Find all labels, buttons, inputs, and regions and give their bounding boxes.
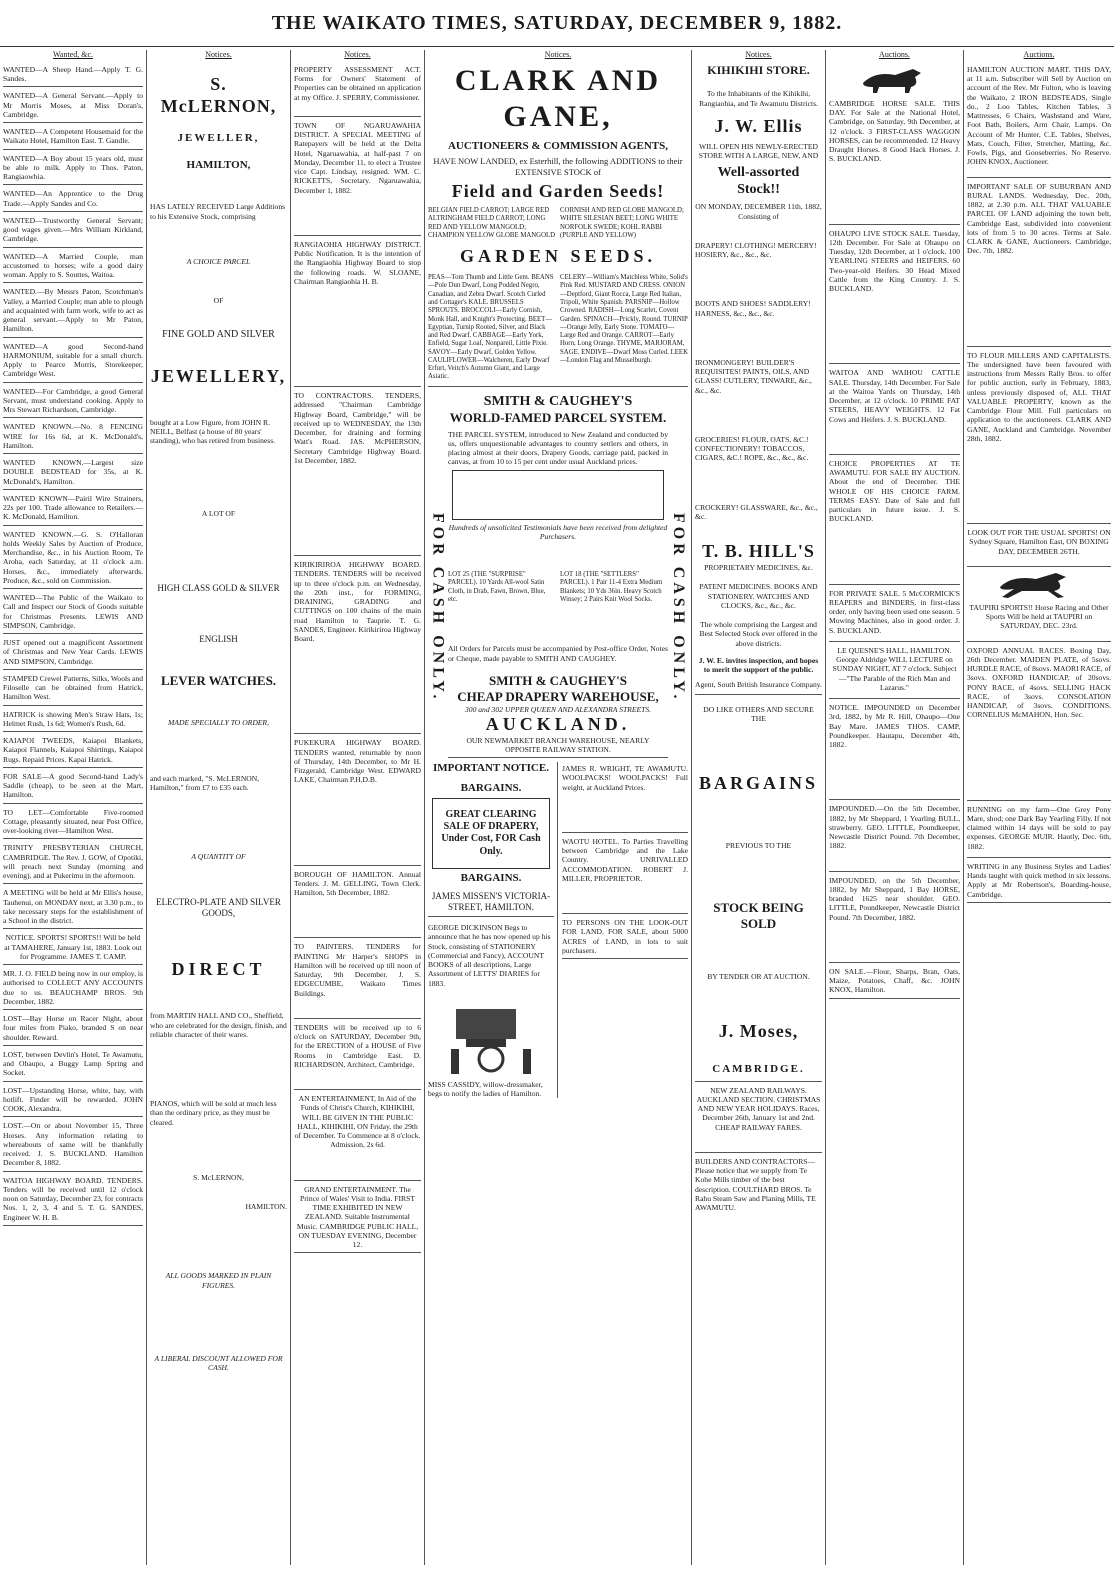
notice: TENDERS will be received up to 6 o'clock on SATURDAY, December 9th, for the ERECTION of a HOUSE of Five Rooms in Cambridge East. D. RICHARDSON, Architect, Cambridge.: [294, 1021, 421, 1090]
auction-notice: LE QUESNE'S HALL, HAMILTON. George Aldridge WILL LECTURE on SUNDAY NIGHT, AT 7 o'clock. Subject—"The Parable of the Rich Man and Lazarus.": [829, 644, 960, 699]
column-heading: Wanted, &c.: [52, 50, 93, 59]
classified-ad: TRINITY PRESBYTERIAN CHURCH, CAMBRIDGE. The Rev. J. GOW, of Opotiki, will preach next Sunday (morning and evening), and at Pukerimu in the afternoon.: [3, 841, 143, 884]
notice: TO PAINTERS. TENDERS for PAINTING Mr Harper's SHOPS in Hamilton will be received up till noon of Saturday, 9th December. J. S. EDGECUMBE, Waikato Times Buildings.: [294, 940, 421, 1019]
classified-ad: LOST—Upstanding Horse, white, bay, with hotlift. Finder will be rewarded. JOHN COOK, Alexandra.: [3, 1084, 143, 1118]
stock-item: CROCKERY! GLASSWARE, &c., &c., &c.: [695, 502, 818, 521]
ad-text: HAVE NOW LANDED, ex Esterhill, the following ADDITIONS to their EXTENSIVE STOCK of: [433, 156, 683, 177]
notice: PUKEKURA HIGHWAY BOARD. TENDERS wanted, returnable by noon of Thursday, 14th December, to Mr H. Fitzgerald, Cambridge West. EDWARD LAKE, Chairman P.H.D.B.: [294, 736, 421, 865]
column-auctions: [826, 50, 963, 1565]
seed-list-right: CORNISH AND RED GLOBE MANGOLD; WHITE SILESIAN BEET; LONG WHITE NORFOLK SWEDE; KOHL RABBI (PURPLE AND YELLOW): [560, 207, 684, 239]
ad-headline: SMITH & CAUGHEY'S: [489, 672, 627, 688]
column-heading: Auctions.: [1023, 50, 1055, 59]
ad-text: ON MONDAY, DECEMBER 11th, 1882, Consisting of: [695, 202, 822, 221]
column-kihikihi-store: [692, 50, 825, 1565]
ad-text: FINE GOLD AND SILVER: [162, 329, 275, 341]
ad-text: A LOT OF: [201, 509, 236, 519]
vertical-text: FOR CASH ONLY.: [670, 512, 687, 703]
ad-text: ALL GOODS MARKED IN PLAIN FIGURES.: [165, 1271, 272, 1290]
classified-ad: WANTED—A Boy about 15 years old, must be able to milk. Apply to Thos. Paton, Rangiaowhia.: [3, 152, 143, 186]
notice: WRITING in any Business Styles and Ladies' Hands taught with quick method in six lessons. Apply at Mr Robertson's, Boarding-house, Cambridge.: [967, 860, 1111, 903]
ad-headline: JEWELLERY,: [150, 365, 287, 386]
ad-text: DO LIKE OTHERS AND SECURE THE: [703, 704, 814, 723]
auction-notice: IMPOUNDED.—On the 5th December, 1882, by Mr Sheppard, 1 Yearling BULL, strawberry. GEO. LITTLE, Poundkeeper, Newcastle District Pound. 7th December, 1882.: [829, 802, 960, 871]
firm-name: CLARK AND GANE,: [454, 63, 662, 134]
classified-ad: HATRICK is showing Men's Straw Hats, 1s; Helmet Rush, 1s 6d; Women's Rush, 6d.: [3, 708, 143, 733]
auction-notice: IMPOUNDED, on the 5th December, 1882, by Mr Sheppard, 1 Bay HORSE, branded 1625 near shoulder. GEO. LITTLE, Poundkeeper, Newcastle District Pound. 7th December, 1882.: [829, 874, 960, 963]
classified-ad: STAMPED Crewel Patterns, Silks, Wools and Filoselle can be obtained from Hatrick, Hamilton West.: [3, 672, 143, 706]
ad-text: A CHOICE PARCEL: [186, 256, 251, 266]
ad-headline: IMPORTANT NOTICE.: [433, 762, 549, 775]
ad-text: Hundreds of unsolicited Testimonials have been received from delighted Purchasers.: [448, 522, 668, 541]
ad-text: HAMILTON.: [245, 1202, 287, 1212]
ad-headline: CHEAP DRAPERY WAREHOUSE,: [457, 688, 659, 704]
ad-text: A QUANTITY OF: [191, 852, 246, 862]
classified-ad: NOTICE. SPORTS! SPORTS!! Will be held at TAMAHERE, January 1st, 1883. Look out for Programme. JAMES T. CAMP.: [3, 931, 143, 965]
ad-headline: Field and Garden Seeds!: [451, 181, 665, 202]
ad-text: All Orders for Parcels must be accompanied by Post-office Order, Notes or Cheque, made payable to SMITH AND CAUGHEY.: [448, 644, 668, 663]
stock-item: BOOTS AND SHOES! SADDLERY! HARNESS, &c., &c., &c.: [695, 299, 811, 318]
ad-text: 300 and 302 UPPER QUEEN AND ALEXANDRA STREETS.: [464, 704, 652, 714]
advertiser-name: T. B. HILL'S: [702, 541, 815, 562]
sewing-machine-illustration: [436, 994, 546, 1074]
clearing-box: GREAT CLEARING SALE OF DRAPERY, Under Cost, FOR Cash Only.: [432, 798, 550, 869]
lot-left: LOT 25 (THE "SURPRISE" PARCEL). 10 Yards All-wool Satin Cloth, in Drab, Fawn, Brown, Blue, etc.: [448, 571, 546, 604]
classified-ad: FOR SALE—A good Second-hand Lady's Saddle (cheap), to be seen at the Mart, Hamilton.: [3, 770, 143, 804]
trade-title: JEWELLER,: [177, 131, 260, 144]
column-notices: [291, 50, 424, 1565]
notice: TO PERSONS ON THE LOOK-OUT FOR LAND. FOR SALE, about 5000 ACRES of LAND, in lots to suit purchasers.: [562, 916, 688, 959]
ad-text: Agent, South British Insurance Company.: [695, 680, 822, 694]
store-name: KIHIKIHI STORE.: [707, 62, 810, 77]
notice: TOWN OF NGARUAWAHIA DISTRICT. A SPECIAL MEETING of Ratepayers will be held at the Delta Hotel, Ngaruawahia, at half-past 7 on Monday, December 11, to elect a Trustee vice Capt. Lindsay, resigned. WM. C. RICKETTS, Secretary. Ngaruawahia, December 1, 1882.: [294, 119, 421, 236]
classified-ad: WANTED—The Public of the Waikato to Call and Inspect our Stock of Goods suitable for Christmas Presents. LEWIS AND SIMPSON, Cambridge.: [3, 591, 143, 634]
notice: WAOTU HOTEL. To Parties Travelling between Cambridge and the Lake Country. UNRIVALLED ACCOMMODATION. ROBERT J. MILLER, PROPRIETOR.: [562, 835, 688, 914]
classified-ad: WANTED—A Competent Housemaid for the Waikato Hotel, Hamilton East. T. Gandle.: [3, 125, 143, 150]
notice: KIRIKIRIROA HIGHWAY BOARD. TENDERS. TENDERS will be received up to three o'clock p.m. on Wednesday, the 20th inst., for FORMING, DRAINING, GRADING and CUTTINGS on 100 chains of the main road Hamilton to Tauprie. T. G. SANDES, Engineer. Kirikiriroa Highway Board.: [294, 558, 421, 734]
ad-text: THE PARCEL SYSTEM, introduced to New Zealand and conducted by us, offers unquestionable advantages to country settlers and others, in placing almost at their doors, Drapery Goods, carriage paid, packed in canvas, at from 10 to 15 per cent under usual Auckland prices.: [448, 429, 668, 467]
column-heading: Notices.: [205, 50, 232, 59]
classified-ad: JUST opened out a magnificent Assortment of Christmas and New Year Cards. LEWIS AND SIMPSON, Cambridge.: [3, 636, 143, 670]
auction-notice: TO FLOUR MILLERS AND CAPITALISTS. The undersigned have been favoured with instructions from Messrs Rally Bros. to offer for public auction, early in February, 1883, unless previously disposed of, ALL THAT VALUABLE PROPERTY, known as the Cambridge Flour Mill. Full particulars on application to the auctioneers. CLARK AND GANE, Auckland and Cambridge. November 28th, 1882.: [967, 349, 1111, 525]
seed-list-left: PEAS—Tom Thumb and Little Gem. BEANS—Pole Dun Dwarf, Long Podded Negro, Canadian, and Zebra Dwarf. Scotch Curled and Cottager's KALE. BRUSSELS SPROUTS. BROCCOLI—Early Cornish, Monk Hall, and Knight's Protecting. BEET—Egyptian, Turnip Rooted, Silver, and Black and Red Dwarf. CABBAGE—Early York, Enfield, Sugar Loaf, Nonpareil, Little Pixie. SAVOY—Early Dwarf, Golden Yellow. CAULIFLOWER—Walcheren, Early Dwarf Erfurt, Veitch's Autumn Giant, and Large Asiatic.: [428, 274, 554, 381]
classified-ad: TO LET—Comfortable Five-roomed Cottage, pleasantly situated, near Post Office, over-looking river—Hamilton West.: [3, 806, 143, 840]
ad-text: S. McLERNON,: [193, 1172, 244, 1182]
notice: RANGIAOHIA HIGHWAY DISTRICT. Public Notification. It is the intention of the Rangiaohia Highway Board to stop the following roads. W. SLOANE, Chairman Rangiaohia H. B.: [294, 238, 421, 387]
classified-ad: LOST.—On or about November 15, Three Horses. Any information relating to whereabouts of same will be thankfully received. J. S. BUCKLAND. Hamilton December 8, 1882.: [3, 1119, 143, 1171]
auction-notice: WAITOA AND WAIHOU CATTLE SALE. Thursday, 14th December. For Sale at the Waitoa Yards on Thursday, 14th December, at 12 o'clock. 10 PRIME FAT STEERS, HEAVY WEIGHTS. 12 Fat Cows and Heifers. J. S. BUCKLAND.: [829, 366, 960, 455]
notice: PROPERTY ASSESSMENT ACT. Forms for Owners' Statement of Properties can be obtained on application at my Office. J. SPERRY, Commissioner.: [294, 63, 421, 117]
ad-text: A LIBERAL DISCOUNT ALLOWED FOR CASH.: [154, 1353, 283, 1373]
ad-text: GEORGE DICKINSON Begs to announce that he has now opened up his Stock, consisting of STATIONERY (Commercial and Fancy), ACCOUNT BOOKS of all descriptions, Large Assortment of LETTS' DIARIES for 1883.: [428, 923, 551, 988]
ad-headline: SMITH & CAUGHEY'S: [483, 393, 633, 409]
column-heading: Notices.: [745, 50, 772, 59]
ad-text: HIGH CLASS GOLD & SILVER: [157, 582, 280, 593]
auction-notice: IMPORTANT SALE OF SUBURBAN AND RURAL LANDS. Wednesday, Dec. 20th, 1882, at 2.30 p.m. ALL THAT VALUABLE PARCEL OF LAND adjoining the town belt, Cambridge East, subdivided into convenient lots of from 5 to 30 acres. Terms at Sale. CLARK & GANE, Auctioneers. Cambridge, Dec. 7th, 1882.: [967, 180, 1111, 347]
sports-notice: TAUPIRI SPORTS!! Horse Racing and Other Sports Will be held at TAUPIRI on SATURDAY, DEC. 23rd.: [967, 601, 1111, 642]
lower-left: [428, 762, 558, 1098]
seed-list-left: BELGIAN FIELD CARROT; LARGE RED ALTRINGHAM FIELD CARROT; LONG RED AND YELLOW MANGOLD; CHAMPION YELLOW GLOBE MANGOLD: [428, 207, 556, 239]
ad-headline: BARGAINS: [698, 773, 819, 794]
classified-ad: WANTED—A Sheep Hand.—Apply T. G. Sandes.: [3, 63, 143, 88]
classified-ad: LOST—Bay Horse on Racer Night, about four miles from Piako, branded S on near shoulder. Reward.: [3, 1012, 143, 1046]
stock-list: [695, 241, 822, 521]
ad-text: PREVIOUS TO THE: [725, 841, 792, 851]
stock-item: IRONMONGERY! BUILDER'S REQUISITES! PAINTS, OILS, AND GLASS! CUTLERY, TINWARE, &c., &c., &c.: [695, 357, 812, 395]
classified-ad: WANTED—A Married Couple, man accustomed to horses; wife a good dairy woman. Apply to S. Souttes, Waitoa.: [3, 250, 143, 284]
notice: BUILDERS AND CONTRACTORS—Please notice that we supply from Te Kohe Mills timber of the best description. COULTHARD BROS. Te Rahu Steam Saw and Planing Mills, TE AWAMUTU.: [695, 1156, 816, 1213]
ad-headline: Well-assorted Stock!!: [717, 165, 800, 198]
classified-ad: WANTED—Trustworthy General Servant; good wages given.—Mrs William Kirkland, Cambridge.: [3, 214, 143, 248]
stock-item: DRAPERY! CLOTHING! MERCERY! HOSIERY, &c., &c., &c.: [695, 240, 817, 260]
classified-ad: WANTED—For Cambridge, a good General Servant, must understand cooking. Apply to Mrs Stewart Richardson, Cambridge.: [3, 385, 143, 419]
auction-notice: CHOICE PROPERTIES AT TE AWAMUTU. FOR SALE BY AUCTION. About the end of December. THE WHOLE OF HIS CHOICE FARM. TERMS EASY. Date of Sale and full particulars in future issue. J. S. BUCKLAND.: [829, 457, 960, 585]
seed-list: [428, 207, 688, 240]
ad-text: PROPRIETARY MEDICINES, &c.: [704, 563, 813, 573]
ad-text: bought at a Low Figure, from JOHN R. NEILL, Belfast (a house of 80 years' standing), who has retired from business.: [150, 417, 276, 446]
ad-headline: STOCK BEING SOLD: [713, 900, 804, 932]
ad-text: HAS LATELY RECEIVED Large Additions to his Extensive Stock, comprising: [150, 202, 286, 221]
ad-text: and each marked, "S. McLERNON, Hamilton," from £7 to £35 each.: [150, 773, 260, 792]
column-heading: Notices.: [344, 50, 371, 59]
ad-headline: LEVER WATCHES.: [160, 672, 277, 688]
lower-right: [562, 762, 688, 1098]
ad-text: J. W. E. invites inspection, and hopes to merit the support of the public.: [698, 655, 819, 675]
classified-ad: A MEETING will be held at Mr Ellis's house, Tauhenui, on MONDAY next, at 3.30 p.m., to take necessary steps for the establishment of a School in the district.: [3, 886, 143, 929]
race-programme: OXFORD ANNUAL RACES. Boxing Day, 26th December. MAIDEN PLATE, of 5sovs. HURDLE RACE, of 8sovs. MAORI RACE, of 3sovs. OXFORD HANDICAP, of 20sovs. PONY RACE, of 4sovs. SELLING HACK RACE, of 3sovs. CONSOLATION HANDICAP, of 3sovs. CONDITIONS. CORNELIUS McMAHON, Hon. Sec.: [967, 644, 1111, 801]
classified-ad: WANTED KNOWN.—No. 8 FENCING WIRE for 16s 6d, at K. McDonald's, Hamilton.: [3, 420, 143, 454]
parcel-box: [452, 470, 664, 520]
auction-notice: NOTICE. IMPOUNDED on December 3rd, 1882, by Mr R. Hill, Ohaupo—One Bay Mare. JAMES THOS. CAMP, Poundkeeper. Hautapu, December 4th, 1882.: [829, 701, 960, 800]
vertical-text: FOR CASH ONLY.: [429, 512, 447, 703]
ad-text: PATENT MEDICINES. BOOKS AND STATIONERY. WATCHES AND CLOCKS, &c., &c., &c.: [699, 582, 818, 610]
notice: RUNNING on my farm—One Grey Pony Mare, shod; one Dark Bay Yearling Filly. If not claimed within 14 days will be sold to pay expenses. GEORGE MUIR. Hautly, Dec. 6th, 1882.: [967, 803, 1111, 858]
notice: GRAND ENTERTAINMENT. The Prince of Wales' Visit to India. FIRST TIME EXHIBITED IN NEW ZEALAND. Suitable Instrumental Music. CAMBRIDGE PUBLIC HALL, ON TUESDAY EVENING, December 12.: [294, 1183, 421, 1254]
ad-text: The whole comprising the Largest and Best Selected Stock ever offered in the above districts.: [699, 620, 818, 648]
notice: AN ENTERTAINMENT, In Aid of the Funds of Christ's Church, KIHIKIHI, WILL BE GIVEN IN THE PUBLIC HALL, KIHIKIHI, ON Friday, the 29th of December. To Commence at 8 o'clock. Admission, 2s 6d.: [294, 1092, 421, 1181]
classified-ad: WANTED KNOWN.—G. S. O'Halloran holds Weekly Sales by Auction of Produce, Merchandise, &c., in his Auction Room, Te Aroha, each Saturday, at 11 o'clock a.m. Horses, &c., immediately afterwards. Produce, &c., sold on Commission.: [3, 528, 143, 590]
auction-notice: ON SALE.—Flour, Sharps, Bran, Oats, Maize, Potatoes, Chaff, &c. JOHN KNOX, Hamilton.: [829, 965, 960, 999]
smith-caughey-ad: [428, 393, 688, 758]
ad-text: To the Inhabitants of the Kihikihi, Rangiaohia, and Te Awamutu Districts.: [699, 89, 818, 108]
ad-text: ENGLISH: [199, 633, 238, 644]
ad-text: ELECTRO-PLATE AND SILVER GOODS,: [156, 897, 281, 919]
ad-text: OF: [213, 296, 224, 306]
classified-ad: KAIAPOI TWEEDS, Kaiapoi Blankets, Kaiapoi Flannels, Kaiapoi Shirtings, Kaiapoi Rugs. Repaid Prices. Kapai Hatrick.: [3, 734, 143, 768]
ad-headline: AUCKLAND.: [485, 713, 631, 734]
column-mclernon: [147, 50, 290, 1565]
classified-ad: WANTED—An Apprentice to the Drug Trade.—Apply Sandes and Co.: [3, 187, 143, 212]
classified-ad: WANTED KNOWN.—Largest size DOUBLE BEDSTEAD for 35s, at K. McDonald's, Hamilton.: [3, 456, 143, 490]
classified-ad: MR. J. O. FIELD being now in our employ, is authorised to COLLECT ANY ACCOUNTS due to us. BEAUCHAMP BROS. 9th December, 1882.: [3, 967, 143, 1010]
newspaper-masthead: THE WAIKATO TIMES, SATURDAY, DECEMBER 9, 1882.: [0, 0, 1114, 47]
notice: BOROUGH OF HAMILTON. Annual Tenders. J. M. GELLING, Town Clerk. Hamilton, 5th December, 1882.: [294, 868, 421, 939]
ad-text: PIANOS, which will be sold at much less than the ordinary price, as they must be cleared.: [150, 1099, 277, 1127]
ad-headline: DIRECT: [171, 959, 266, 980]
garden-seed-list: [428, 274, 688, 387]
classified-ad: WAITOA HIGHWAY BOARD. TENDERS. Tenders will be received until 12 o'clock noon on Saturday, December 23, for contracts Nos. 1, 2, 3, 4 and 5. T. G. SANDES, Engineer W. H. B.: [3, 1174, 143, 1226]
ad-text: WILL OPEN HIS NEWLY-ERECTED STORE WITH A LARGE, NEW, AND: [698, 141, 819, 161]
town-name: HAMILTON,: [186, 159, 251, 172]
classified-ad: WANTED.—By Messrs Paton, Scotchman's Valley, a Married Couple; man able to plough and acquainted with farm work, wife to act as general servant.—Apply to Mr Paton, Hamilton.: [3, 285, 143, 337]
lot-right: LOT 18 (THE "SETTLERS" PARCEL). 1 Pair 11-4 Extra Medium Blankets; 10 Yds 36in. Heavy Scotch Winsey; 2 Pairs Knit Wool Socks.: [560, 571, 663, 604]
horse-illustration: [855, 63, 935, 95]
column-clark-gane: [425, 50, 691, 1565]
notice: NEW ZEALAND RAILWAYS. AUCKLAND SECTION. CHRISTMAS AND NEW YEAR HOLIDAYS. Races, December 26th, January 1st and 2nd. CHEAP RAILWAY FARES.: [695, 1086, 822, 1153]
column-wanted: [0, 50, 146, 1565]
ad-text: BY TENDER OR AT AUCTION.: [707, 972, 810, 982]
auction-notice: OHAUPO LIVE STOCK SALE. Tuesday, 12th December. For Sale at Ohaupo on Tuesday, 12th December, at 1 o'clock. 100 YEARLING STEERS and HEIFERS. 60 Two-year-old Heifers. 30 Head Mixed Cattle from the King Country. J. S. BUCKLAND.: [829, 227, 960, 365]
ad-list: [3, 63, 143, 1226]
auction-notice: FOR PRIVATE SALE. 5 McCORMICK'S REAPERS and BINDERS, in first-class order, only having been used one season. 5 Mowing Machines, also in good order. J. S. BUCKLAND.: [829, 587, 960, 642]
seed-list-right: CELERY—William's Matchless White, Solid's Pink Red. MUSTARD AND CRESS. ONION—Deptford, Giant Rocca, Large Red Italian, Tripoli, White Spanish. PARSNIP—Hollow Crowned. RADISH—Long Scarlet, Covent Garden. SPINACH—Prickly, Round. TURNIP—Orange Jelly, Early Stone. TOMATO—Large Red and Orange. CARROT—Early Horn, Long Orange. THYME, MARJORAM, SAGE. ENDIVE—Dwarf Moss Curled. LEEK—London Flag and Musselburgh.: [560, 274, 688, 364]
classified-ad: WANTED—A General Servant.—Apply to Mr Morris Moses, at Miss Doran's, Cambridge.: [3, 89, 143, 123]
ad-headline: WORLD-FAMED PARCEL SYSTEM.: [449, 409, 667, 425]
ad-headline: BARGAINS.: [460, 781, 522, 794]
racehorse-illustration: [994, 569, 1084, 599]
firm-subtitle: AUCTIONEERS & COMMISSION AGENTS,: [447, 139, 669, 152]
ad-text: MADE SPECIALLY TO ORDER,: [168, 718, 269, 728]
lot-list: [448, 571, 668, 604]
notice: TO CONTRACTORS. TENDERS, addressed "Chairman Cambridge Highway Board, Cambridge," will be received up to WEDNESDAY, the 13th December, for draining and forming Watt's Road. JAS. McPHERSON, Secretary Cambridge Highway Board. 1st December, 1882.: [294, 389, 421, 556]
lower-ads: [428, 762, 688, 1098]
classified-ad: LOST, between Devlin's Hotel, Te Awamutu, and Ohaupo, a Buggy Lamp Spring and Socket.: [3, 1048, 143, 1082]
ad-headline: BARGAINS.: [460, 871, 522, 884]
column-auctions-2: [964, 50, 1114, 1565]
advertiser-name: J. Moses,: [718, 1021, 799, 1042]
auction-notice: HAMILTON AUCTION MART. THIS DAY, at 11 a.m. Subscriber will Sell by Auction on account of the Rev. Mr Fulton, who is leaving the Waikato, 2 IRON BEDSTEADS, Single do., 2 Loo Tables, Kitchen Tables, 3 Mattresses, 6 Chairs, Washstand and Ware, Foot Bath, Boilers, Arm Chair, Lamps. On Account of Mr Hunter, C.E. Tables, Shelves, Mats, Couch, Filter, Stretcher, Matting, &c. Fowls, Pigs, and Gooseberries. No Reserve. JOHN KNOX, Auctioneer.: [967, 63, 1111, 178]
stock-item: GROCERIES! FLOUR, OATS, &C.! CONFECTIONERY! TOBACCOS, CIGARS, &C.! ROPE, &c., &c., &c.: [695, 434, 809, 463]
classified-ad: WANTED KNOWN—Pairil Wire Strainers, 22s per 100. Trade allowance to Retailers.—K. McDonald, Hamilton.: [3, 492, 143, 526]
notice: JAMES R. WRIGHT, TE AWAMUTU. WOOLPACKS! WOOLPACKS! Full weight, at Auckland Prices.: [562, 762, 688, 833]
auction-notice: CAMBRIDGE HORSE SALE. THIS DAY. For Sale at the National Hotel, Cambridge, on Saturday, 9th December, at 12 o'clock. 3 FIRST-CLASS WAGGON HORSES, can be recommended. 12 Heavy Draught Horses. 8 Good Hack Horses. J. S. BUCKLAND.: [829, 97, 960, 225]
column-heading: Auctions.: [879, 50, 910, 59]
advertiser-name: J. W. Ellis: [714, 115, 803, 136]
classified-ad: WANTED—A good Second-hand HARMONIUM, suitable for a small church. Apply to Pearce Morris, Storekeeper, Cambridge West.: [3, 340, 143, 383]
ad-text: OUR NEWMARKET BRANCH WAREHOUSE, NEARLY OPPOSITE RAILWAY STATION.: [448, 736, 668, 759]
advertiser-name: S. McLERNON,: [160, 73, 277, 116]
column-heading: Notices.: [544, 50, 572, 59]
ad-text: JAMES MISSEN'S VICTORIA-STREET, HAMILTON.: [428, 891, 554, 917]
ad-text: MISS CASSIDY, willow-dressmaker, begs to notify the ladies of Hamilton.: [428, 1079, 543, 1099]
sports-notice: LOOK OUT FOR THE USUAL SPORTS! ON Sydney Square, Hamilton East, ON BOXING DAY, DECEMBER 26TH.: [967, 526, 1111, 567]
town-name: CAMBRIDGE.: [695, 1063, 822, 1081]
ad-headline: GARDEN SEEDS.: [459, 246, 657, 267]
ad-text: from MARTIN HALL AND CO., Sheffield, who are celebrated for the design, finish, and reliable character of their wares.: [150, 1011, 287, 1039]
